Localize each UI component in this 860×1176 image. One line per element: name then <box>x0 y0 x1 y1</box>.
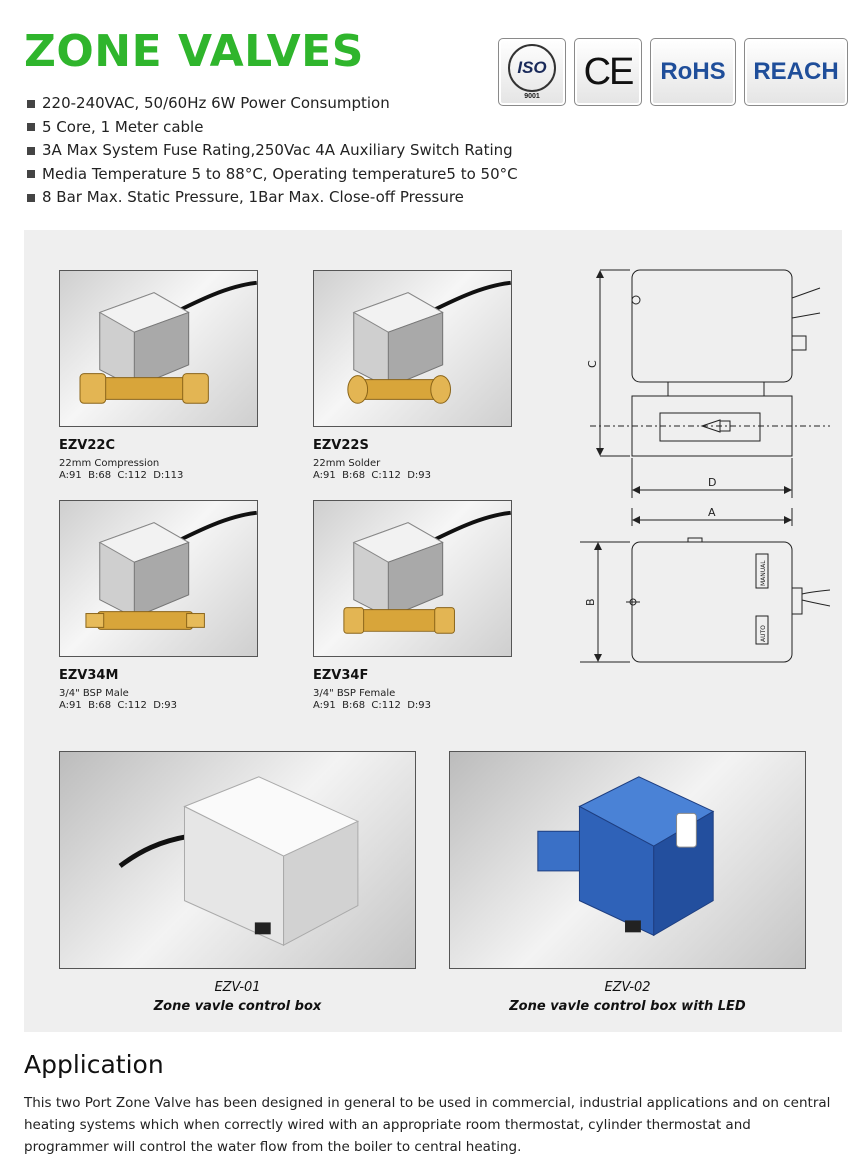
spec-item <box>24 92 518 116</box>
control-box-photo-ezv02 <box>449 751 806 969</box>
dimension-label-d: D <box>708 476 717 489</box>
product-dimensions: A:91 B:68 C:112 D:93 <box>313 470 432 481</box>
blue-control-box-image <box>450 752 805 968</box>
control-box-caption <box>449 978 806 1016</box>
valve-dimension-diagram <box>570 258 830 678</box>
iso-label: ISO <box>517 58 547 77</box>
product-dimensions: A:91 B:68 C:112 D:93 <box>59 700 178 711</box>
reach-badge: REACH <box>744 38 848 106</box>
dimension-label-c: C <box>586 360 599 368</box>
spec-text: 220-240VAC, 50/60Hz 6W Power Consumption <box>42 94 390 112</box>
product-photo-ezv34m <box>59 500 258 657</box>
spec-text: 8 Bar Max. Static Pressure, 1Bar Max. Close-off Pressure <box>42 188 464 206</box>
iso-ring-icon <box>508 44 556 92</box>
spec-list <box>24 92 518 210</box>
product-photo-ezv22s <box>313 270 512 427</box>
control-box-caption <box>59 978 416 1016</box>
control-box-model: EZV-01 <box>214 980 261 995</box>
ce-badge: CE <box>574 38 642 106</box>
bullet-icon <box>27 123 35 131</box>
spec-text: 3A Max System Fuse Rating,250Vac 4A Auxiliary Switch Rating <box>42 141 513 159</box>
product-dimensions: A:91 B:68 C:112 D:113 <box>59 470 184 481</box>
product-dimensions: A:91 B:68 C:112 D:93 <box>313 700 432 711</box>
bullet-icon <box>27 147 35 155</box>
application-heading: Application <box>24 1050 164 1079</box>
bullet-icon <box>27 170 35 178</box>
dimension-label-a: A <box>708 506 716 519</box>
spec-item <box>24 139 518 163</box>
product-type: 3/4" BSP Female <box>313 688 396 699</box>
iso-number: 9001 <box>524 93 540 100</box>
spec-text: 5 Core, 1 Meter cable <box>42 117 204 136</box>
control-box-description: Zone vavle control box <box>153 999 322 1014</box>
spec-text: Media Temperature 5 to 88°C, Operating temperature5 to 50°C <box>42 164 518 183</box>
control-box-model: EZV-02 <box>604 980 651 995</box>
product-photo-ezv22c <box>59 270 258 427</box>
valve-image <box>314 501 511 656</box>
product-name: EZV34M <box>59 668 119 683</box>
auto-label: AUTO <box>760 625 767 642</box>
valve-image <box>314 271 511 426</box>
spec-item <box>24 186 518 210</box>
product-photo-ezv34f <box>313 500 512 657</box>
control-box-description: Zone vavle control box with LED <box>509 999 746 1014</box>
white-control-box-image <box>60 752 415 968</box>
product-name: EZV22S <box>313 438 369 453</box>
spec-item <box>24 116 518 140</box>
control-box-photo-ezv01 <box>59 751 416 969</box>
valve-image <box>60 501 257 656</box>
product-name: EZV22C <box>59 438 115 453</box>
manual-label: MANUAL <box>760 560 767 586</box>
product-type: 22mm Compression <box>59 458 160 469</box>
application-text: This two Port Zone Valve has been designed in general to be used in commercial, industrial applications and on central heating systems which when correctly wired with an appropriate room thermostat, cylinder thermostat and programmer will control the water flow from the boiler to central heating. <box>24 1095 831 1155</box>
product-type: 22mm Solder <box>313 458 381 469</box>
page-title: ZONE VALVES <box>24 26 364 77</box>
bullet-icon <box>27 194 35 202</box>
dimension-label-b: B <box>584 598 597 606</box>
rohs-badge: RoHS <box>650 38 736 106</box>
valve-image <box>60 271 257 426</box>
spec-item <box>24 163 518 187</box>
dimension-drawing <box>570 258 830 678</box>
certification-logos <box>498 38 848 106</box>
product-type: 3/4" BSP Male <box>59 688 129 699</box>
product-name: EZV34F <box>313 668 369 683</box>
bullet-icon <box>27 100 35 108</box>
